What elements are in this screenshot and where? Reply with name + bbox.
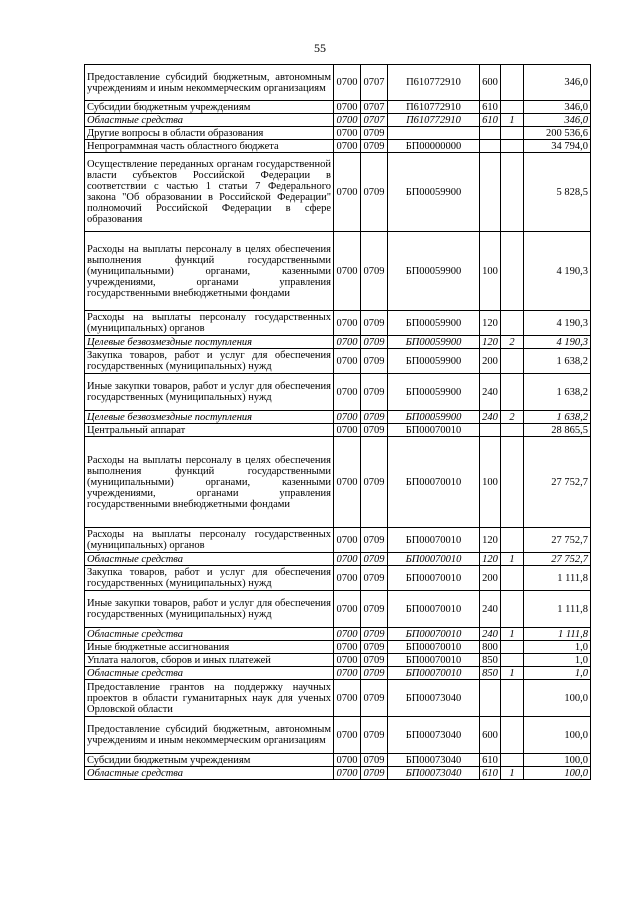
- table-row: [85, 767, 591, 780]
- page-number: 55: [314, 41, 326, 55]
- row-expense-type: 610: [480, 767, 501, 780]
- row-amount: 4 190,3: [524, 336, 591, 349]
- row-expense-type: [480, 424, 501, 437]
- row-subsection: 0707: [361, 101, 388, 114]
- row-section: 0700: [334, 641, 361, 654]
- row-target-article: БП00070010: [388, 528, 480, 553]
- row-target-article: БП00000000: [388, 140, 480, 153]
- row-subsection: 0709: [361, 232, 388, 311]
- row-expense-type: 850: [480, 654, 501, 667]
- row-amount: 100,0: [524, 717, 591, 754]
- table-row: [85, 232, 591, 311]
- row-section: 0700: [334, 628, 361, 641]
- row-section: 0700: [334, 140, 361, 153]
- row-name: Областные средства: [85, 667, 334, 680]
- row-expense-type: 100: [480, 437, 501, 528]
- row-funding-source: [501, 140, 524, 153]
- row-subsection: 0709: [361, 424, 388, 437]
- row-subsection: 0707: [361, 114, 388, 127]
- row-funding-source: [501, 437, 524, 528]
- row-target-article: БП00059900: [388, 411, 480, 424]
- row-expense-type: [480, 680, 501, 717]
- row-name: Расходы на выплаты персоналу в целях обеспечения выполнения функций государственными (муниципальными) органами, казенными учреждениями, органами управления государственными внебюджетными фондами: [85, 437, 334, 528]
- row-subsection: 0709: [361, 566, 388, 591]
- row-section: 0700: [334, 667, 361, 680]
- row-funding-source: [501, 153, 524, 232]
- row-name: Другие вопросы в области образования: [85, 127, 334, 140]
- row-name: Предоставление субсидий бюджетным, автономным учреждениям и иным некоммерческим организациям: [85, 65, 334, 101]
- row-subsection: 0709: [361, 374, 388, 411]
- row-amount: 346,0: [524, 114, 591, 127]
- row-section: 0700: [334, 553, 361, 566]
- row-target-article: БП00059900: [388, 311, 480, 336]
- row-amount: 346,0: [524, 101, 591, 114]
- row-expense-type: 240: [480, 374, 501, 411]
- row-amount: 4 190,3: [524, 232, 591, 311]
- row-target-article: БП00059900: [388, 374, 480, 411]
- row-expense-type: 600: [480, 717, 501, 754]
- row-funding-source: [501, 754, 524, 767]
- row-name: Областные средства: [85, 767, 334, 780]
- row-section: 0700: [334, 767, 361, 780]
- table-row: [85, 101, 591, 114]
- table-row: [85, 114, 591, 127]
- row-funding-source: [501, 654, 524, 667]
- row-expense-type: [480, 153, 501, 232]
- row-section: 0700: [334, 349, 361, 374]
- row-expense-type: 200: [480, 349, 501, 374]
- row-funding-source: [501, 65, 524, 101]
- row-section: 0700: [334, 232, 361, 311]
- row-expense-type: 600: [480, 65, 501, 101]
- row-subsection: 0709: [361, 654, 388, 667]
- row-amount: 1 638,2: [524, 374, 591, 411]
- row-target-article: БП00070010: [388, 566, 480, 591]
- row-subsection: 0709: [361, 349, 388, 374]
- table-row: [85, 311, 591, 336]
- row-section: 0700: [334, 754, 361, 767]
- row-expense-type: 610: [480, 754, 501, 767]
- row-name: Областные средства: [85, 553, 334, 566]
- row-target-article: БП00070010: [388, 553, 480, 566]
- row-amount: 27 752,7: [524, 437, 591, 528]
- table-row: [85, 374, 591, 411]
- row-funding-source: [501, 311, 524, 336]
- row-target-article: П610772910: [388, 114, 480, 127]
- table-row: [85, 717, 591, 754]
- row-expense-type: 800: [480, 641, 501, 654]
- row-amount: 34 794,0: [524, 140, 591, 153]
- row-subsection: 0709: [361, 336, 388, 349]
- row-subsection: 0709: [361, 641, 388, 654]
- row-section: 0700: [334, 101, 361, 114]
- row-subsection: 0709: [361, 528, 388, 553]
- row-amount: 200 536,6: [524, 127, 591, 140]
- row-expense-type: 610: [480, 101, 501, 114]
- table-row: [85, 654, 591, 667]
- row-subsection: 0709: [361, 767, 388, 780]
- row-funding-source: 1: [501, 553, 524, 566]
- row-target-article: БП00059900: [388, 153, 480, 232]
- row-name: Центральный аппарат: [85, 424, 334, 437]
- row-expense-type: 120: [480, 336, 501, 349]
- row-name: Расходы на выплаты персоналу государственных (муниципальных) органов: [85, 311, 334, 336]
- row-target-article: БП00070010: [388, 424, 480, 437]
- row-name: Закупка товаров, работ и услуг для обеспечения государственных (муниципальных) нужд: [85, 566, 334, 591]
- row-name: Непрограммная часть областного бюджета: [85, 140, 334, 153]
- row-name: Областные средства: [85, 628, 334, 641]
- row-target-article: БП00059900: [388, 232, 480, 311]
- row-target-article: БП00073040: [388, 767, 480, 780]
- row-target-article: БП00073040: [388, 754, 480, 767]
- row-name: Предоставление грантов на поддержку научных проектов в области гуманитарных наук для ученых Орловской области: [85, 680, 334, 717]
- row-expense-type: 240: [480, 628, 501, 641]
- table-row: [85, 424, 591, 437]
- row-subsection: 0709: [361, 311, 388, 336]
- row-name: Целевые безвозмездные поступления: [85, 336, 334, 349]
- row-section: 0700: [334, 311, 361, 336]
- table-row: [85, 336, 591, 349]
- row-funding-source: [501, 349, 524, 374]
- row-target-article: [388, 127, 480, 140]
- row-name: Закупка товаров, работ и услуг для обеспечения государственных (муниципальных) нужд: [85, 349, 334, 374]
- row-section: 0700: [334, 717, 361, 754]
- row-target-article: БП00070010: [388, 667, 480, 680]
- table-row: [85, 628, 591, 641]
- row-subsection: 0709: [361, 140, 388, 153]
- row-expense-type: 100: [480, 232, 501, 311]
- table-row: [85, 754, 591, 767]
- row-target-article: БП00070010: [388, 591, 480, 628]
- row-expense-type: 610: [480, 114, 501, 127]
- row-funding-source: 1: [501, 767, 524, 780]
- row-subsection: 0709: [361, 553, 388, 566]
- row-target-article: БП00070010: [388, 654, 480, 667]
- row-funding-source: [501, 591, 524, 628]
- row-expense-type: 240: [480, 411, 501, 424]
- table-row: [85, 566, 591, 591]
- row-subsection: 0707: [361, 65, 388, 101]
- row-name: Предоставление субсидий бюджетным, автономным учреждениям и иным некоммерческим организациям: [85, 717, 334, 754]
- row-amount: 27 752,7: [524, 553, 591, 566]
- row-amount: 100,0: [524, 680, 591, 717]
- row-funding-source: [501, 127, 524, 140]
- table-row: [85, 411, 591, 424]
- row-funding-source: [501, 424, 524, 437]
- row-subsection: 0709: [361, 591, 388, 628]
- row-section: 0700: [334, 153, 361, 232]
- row-funding-source: [501, 717, 524, 754]
- row-target-article: БП00073040: [388, 717, 480, 754]
- row-subsection: 0709: [361, 717, 388, 754]
- row-amount: 100,0: [524, 754, 591, 767]
- row-name: Субсидии бюджетным учреждениям: [85, 101, 334, 114]
- table-row: [85, 641, 591, 654]
- table-row: [85, 153, 591, 232]
- table-row: [85, 528, 591, 553]
- row-target-article: БП00070010: [388, 437, 480, 528]
- row-funding-source: [501, 101, 524, 114]
- row-expense-type: 200: [480, 566, 501, 591]
- row-amount: 100,0: [524, 767, 591, 780]
- row-amount: 1 111,8: [524, 628, 591, 641]
- table-row: [85, 437, 591, 528]
- row-name: Иные закупки товаров, работ и услуг для обеспечения государственных (муниципальных) нужд: [85, 374, 334, 411]
- row-target-article: П610772910: [388, 65, 480, 101]
- row-amount: 27 752,7: [524, 528, 591, 553]
- row-amount: 346,0: [524, 65, 591, 101]
- row-funding-source: [501, 566, 524, 591]
- row-target-article: БП00070010: [388, 641, 480, 654]
- row-name: Областные средства: [85, 114, 334, 127]
- row-expense-type: [480, 127, 501, 140]
- row-expense-type: 240: [480, 591, 501, 628]
- row-expense-type: 120: [480, 553, 501, 566]
- row-target-article: П610772910: [388, 101, 480, 114]
- row-subsection: 0709: [361, 667, 388, 680]
- table-row: [85, 140, 591, 153]
- budget-table: [84, 64, 591, 780]
- row-funding-source: [501, 641, 524, 654]
- row-name: Расходы на выплаты персоналу в целях обеспечения выполнения функций государственными (муниципальными) органами, казенными учреждениями, органами управления государственными внебюджетными фондами: [85, 232, 334, 311]
- row-funding-source: [501, 232, 524, 311]
- row-expense-type: [480, 140, 501, 153]
- row-section: 0700: [334, 591, 361, 628]
- row-subsection: 0709: [361, 437, 388, 528]
- table-row: [85, 349, 591, 374]
- row-section: 0700: [334, 654, 361, 667]
- table-row: [85, 65, 591, 101]
- row-subsection: 0709: [361, 153, 388, 232]
- row-target-article: БП00059900: [388, 349, 480, 374]
- row-amount: 5 828,5: [524, 153, 591, 232]
- table-row: [85, 553, 591, 566]
- row-subsection: 0709: [361, 628, 388, 641]
- row-target-article: БП00059900: [388, 336, 480, 349]
- row-name: Иные бюджетные ассигнования: [85, 641, 334, 654]
- row-expense-type: 120: [480, 311, 501, 336]
- row-funding-source: 2: [501, 336, 524, 349]
- row-amount: 1,0: [524, 667, 591, 680]
- row-subsection: 0709: [361, 680, 388, 717]
- row-amount: 4 190,3: [524, 311, 591, 336]
- row-name: Иные закупки товаров, работ и услуг для обеспечения государственных (муниципальных) нужд: [85, 591, 334, 628]
- row-amount: 1 111,8: [524, 591, 591, 628]
- table-row: [85, 127, 591, 140]
- row-funding-source: 1: [501, 628, 524, 641]
- row-amount: 1,0: [524, 654, 591, 667]
- row-amount: 28 865,5: [524, 424, 591, 437]
- row-section: 0700: [334, 374, 361, 411]
- table-row: [85, 667, 591, 680]
- table-row: [85, 680, 591, 717]
- row-section: 0700: [334, 336, 361, 349]
- row-amount: 1 638,2: [524, 411, 591, 424]
- row-subsection: 0709: [361, 754, 388, 767]
- row-funding-source: [501, 528, 524, 553]
- row-section: 0700: [334, 528, 361, 553]
- row-expense-type: 850: [480, 667, 501, 680]
- row-section: 0700: [334, 411, 361, 424]
- row-section: 0700: [334, 437, 361, 528]
- row-name: Расходы на выплаты персоналу государственных (муниципальных) органов: [85, 528, 334, 553]
- row-funding-source: 1: [501, 667, 524, 680]
- row-expense-type: 120: [480, 528, 501, 553]
- row-section: 0700: [334, 127, 361, 140]
- row-section: 0700: [334, 566, 361, 591]
- row-subsection: 0709: [361, 411, 388, 424]
- row-funding-source: 2: [501, 411, 524, 424]
- row-subsection: 0709: [361, 127, 388, 140]
- row-section: 0700: [334, 424, 361, 437]
- row-target-article: БП00073040: [388, 680, 480, 717]
- row-name: Осуществление переданных органам государственной власти субъектов Российской Федерации в соответствии с частью 1 статьи 7 Федерального закона "Об образовании в Российской Федерации" полномочий Российской Федерации в сфере образования: [85, 153, 334, 232]
- row-section: 0700: [334, 680, 361, 717]
- row-funding-source: 1: [501, 114, 524, 127]
- row-name: Целевые безвозмездные поступления: [85, 411, 334, 424]
- row-amount: 1 638,2: [524, 349, 591, 374]
- row-funding-source: [501, 680, 524, 717]
- row-section: 0700: [334, 65, 361, 101]
- row-target-article: БП00070010: [388, 628, 480, 641]
- row-amount: 1 111,8: [524, 566, 591, 591]
- table-row: [85, 591, 591, 628]
- row-name: Субсидии бюджетным учреждениям: [85, 754, 334, 767]
- row-section: 0700: [334, 114, 361, 127]
- row-name: Уплата налогов, сборов и иных платежей: [85, 654, 334, 667]
- row-funding-source: [501, 374, 524, 411]
- row-amount: 1,0: [524, 641, 591, 654]
